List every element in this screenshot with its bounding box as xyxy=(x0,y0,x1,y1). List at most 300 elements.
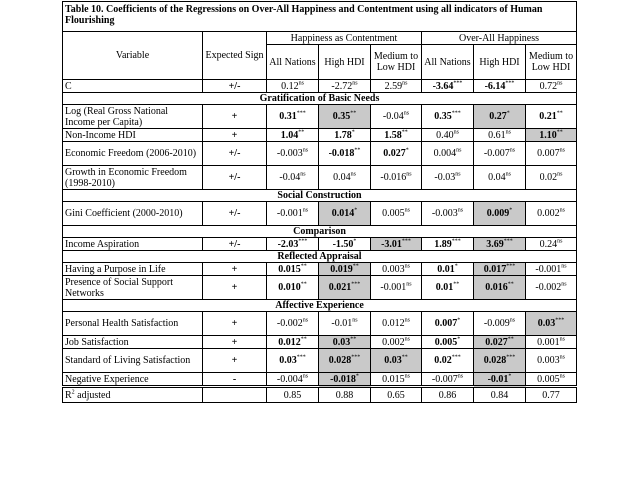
coefficient-value: 0.002 xyxy=(537,208,560,219)
coefficient-cell xyxy=(474,276,526,300)
variable-name: Job Satisfaction xyxy=(63,336,203,349)
expected-sign: +/- xyxy=(203,80,267,93)
significance-marker: ns xyxy=(404,317,410,324)
significance-marker: * xyxy=(508,373,512,380)
coefficient-cell xyxy=(422,276,474,300)
coefficient-cell xyxy=(267,166,319,190)
expected-sign: +/- xyxy=(203,166,267,190)
significance-marker: ns xyxy=(404,336,410,343)
coefficient-value: 1.04 xyxy=(280,129,299,141)
coefficient-cell xyxy=(422,336,474,349)
coefficient-value: 0.019 xyxy=(330,263,353,275)
variable-name: Log (Real Gross National Income per Capita) xyxy=(63,105,203,129)
significance-marker: *** xyxy=(451,354,461,361)
significance-marker: ns xyxy=(350,171,356,178)
significance-marker: ns xyxy=(406,171,412,178)
coefficient-cell xyxy=(371,80,422,93)
coefficient-cell xyxy=(526,166,577,190)
coefficient-cell xyxy=(422,312,474,336)
coefficient-value: 0.03 xyxy=(279,355,297,366)
expected-sign: + xyxy=(203,276,267,300)
coefficient-value: -3.64 xyxy=(432,80,454,92)
table-row xyxy=(63,202,577,226)
coefficient-cell xyxy=(267,373,319,387)
coefficient-cell xyxy=(371,336,422,349)
significance-marker: ns xyxy=(352,80,358,87)
significance-marker: ns xyxy=(559,354,565,361)
variable-name: Economic Freedom (2006-2010) xyxy=(63,142,203,166)
significance-marker: ** xyxy=(507,281,514,288)
r-squared-value: 0.88 xyxy=(319,387,371,403)
coefficient-cell xyxy=(267,202,319,226)
coefficient-value: 0.40 xyxy=(436,129,454,141)
variable-name: Standard of Living Satisfaction xyxy=(63,349,203,373)
coefficient-cell xyxy=(319,80,371,93)
expected-sign: + xyxy=(203,312,267,336)
coefficient-value: 0.027 xyxy=(383,148,406,159)
coefficient-value: -0.01 xyxy=(331,318,353,329)
significance-marker: *** xyxy=(351,281,361,288)
coefficient-value: 1.58 xyxy=(384,129,402,141)
coefficient-cell xyxy=(371,263,422,276)
table-row xyxy=(63,276,577,300)
coefficient-value: 0.017 xyxy=(483,263,507,275)
coefficient-cell xyxy=(319,336,371,349)
coefficient-cell xyxy=(267,129,319,142)
coefficient-value: -0.007 xyxy=(483,148,510,159)
expected-sign: + xyxy=(203,105,267,129)
coefficient-value: -0.003 xyxy=(276,148,303,159)
header-happiness-as-contentment: Happiness as Contentment xyxy=(267,32,422,45)
subheader-medium-low-hdi: Medium to Low HDI xyxy=(526,45,577,80)
r-squared-empty xyxy=(203,387,267,403)
coefficient-value: -2.72 xyxy=(331,80,353,92)
coefficient-cell xyxy=(526,312,577,336)
coefficient-value: 0.03 xyxy=(537,318,556,329)
significance-marker: * xyxy=(354,207,358,214)
significance-marker: ns xyxy=(302,147,309,154)
expected-sign: + xyxy=(203,263,267,276)
significance-marker: ns xyxy=(456,147,462,154)
coefficient-cell xyxy=(422,105,474,129)
r-squared-superscript: 2 xyxy=(71,389,75,396)
coefficient-value: 0.35 xyxy=(434,111,452,122)
coefficient-value: 1.10 xyxy=(539,129,557,141)
significance-marker: *** xyxy=(505,80,515,87)
coefficient-cell xyxy=(526,373,577,387)
coefficient-value: -0.018 xyxy=(330,373,356,385)
coefficient-cell xyxy=(319,263,371,276)
coefficient-value: 0.003 xyxy=(537,355,560,366)
significance-marker: ns xyxy=(403,110,410,117)
coefficient-value: 0.007 xyxy=(434,318,458,329)
section-row xyxy=(63,190,577,202)
coefficient-cell xyxy=(422,373,474,387)
coefficient-value: -3.01 xyxy=(381,238,402,250)
coefficient-cell xyxy=(371,238,422,251)
significance-marker: ** xyxy=(300,336,307,343)
coefficient-value: 0.028 xyxy=(328,355,352,366)
significance-marker: ns xyxy=(352,317,358,324)
coefficient-value: -0.03 xyxy=(434,172,456,183)
coefficient-cell xyxy=(474,202,526,226)
coefficient-value: 1.78 xyxy=(334,129,352,141)
subheader-medium-low-hdi: Medium to Low HDI xyxy=(371,45,422,80)
coefficient-cell xyxy=(267,312,319,336)
significance-marker: ** xyxy=(300,263,307,270)
variable-name: Negative Experience xyxy=(63,373,203,387)
coefficient-cell xyxy=(474,349,526,373)
coefficient-cell xyxy=(526,105,577,129)
significance-marker: ** xyxy=(298,129,305,136)
coefficient-cell xyxy=(267,263,319,276)
significance-marker: ns xyxy=(300,171,306,178)
expected-sign: +/- xyxy=(203,142,267,166)
coefficient-value: 0.001 xyxy=(537,336,560,348)
significance-marker: ns xyxy=(509,147,516,154)
significance-marker: ns xyxy=(455,171,461,178)
coefficient-value: 0.004 xyxy=(433,148,457,159)
table-row xyxy=(63,373,577,387)
coefficient-value: -0.002 xyxy=(276,318,303,329)
table-caption: Table 10. Coefficients of the Regressions on Over-All Happiness and Contentment using all indicators of Human Flourishing xyxy=(63,2,577,32)
significance-marker: ns xyxy=(402,80,408,87)
significance-marker: ** xyxy=(556,110,563,117)
significance-marker: ns xyxy=(561,263,567,270)
significance-marker: *** xyxy=(451,110,461,117)
significance-marker: ns xyxy=(404,263,410,270)
coefficient-cell xyxy=(371,312,422,336)
significance-marker: *** xyxy=(296,110,306,117)
significance-marker: * xyxy=(454,263,458,270)
subheader-all-nations: All Nations xyxy=(267,45,319,80)
header-overall-happiness: Over-All Happiness xyxy=(422,32,577,45)
coefficient-cell xyxy=(267,238,319,251)
coefficient-cell xyxy=(526,129,577,142)
subheader-high-hdi: High HDI xyxy=(474,45,526,80)
variable-name: C xyxy=(63,80,203,93)
coefficient-value: 0.12 xyxy=(281,80,299,92)
significance-marker: *** xyxy=(401,238,411,245)
significance-marker: *** xyxy=(555,317,565,324)
significance-marker: ** xyxy=(453,281,460,288)
coefficient-cell xyxy=(526,263,577,276)
coefficient-value: -0.002 xyxy=(535,282,562,293)
significance-marker: ns xyxy=(404,207,410,214)
coefficient-cell xyxy=(474,142,526,166)
expected-sign: +/- xyxy=(203,202,267,226)
coefficient-value: 0.27 xyxy=(489,111,507,122)
coefficient-value: -0.009 xyxy=(483,318,510,329)
coefficient-value: 0.24 xyxy=(539,238,558,250)
coefficient-cell xyxy=(526,276,577,300)
significance-marker: ** xyxy=(352,263,359,270)
coefficient-value: -2.03 xyxy=(277,238,299,250)
significance-marker: ns xyxy=(302,373,309,380)
significance-marker: ** xyxy=(350,336,357,343)
significance-marker: ns xyxy=(559,147,565,154)
significance-marker: ns xyxy=(406,281,412,288)
coefficient-cell xyxy=(371,166,422,190)
coefficient-cell xyxy=(319,129,371,142)
coefficient-cell xyxy=(474,373,526,387)
coefficient-cell xyxy=(422,349,474,373)
significance-marker: ns xyxy=(557,171,563,178)
coefficient-value: -0.003 xyxy=(431,208,458,219)
significance-marker: *** xyxy=(296,354,306,361)
coefficient-value: 0.015 xyxy=(382,373,405,385)
coefficient-value: 0.002 xyxy=(382,336,405,348)
coefficient-value: -6.14 xyxy=(484,80,506,92)
variable-name: Gini Coefficient (2000-2010) xyxy=(63,202,203,226)
table-row xyxy=(63,142,577,166)
coefficient-value: -0.04 xyxy=(279,172,301,183)
coefficient-value: -0.004 xyxy=(276,373,303,385)
coefficient-cell xyxy=(267,276,319,300)
header-expected-sign: Expected Sign xyxy=(203,32,267,80)
significance-marker: * xyxy=(355,373,359,380)
expected-sign: + xyxy=(203,129,267,142)
coefficient-cell xyxy=(267,105,319,129)
coefficient-value: -0.01 xyxy=(487,373,509,385)
coefficient-cell xyxy=(319,312,371,336)
r-squared-value: 0.84 xyxy=(474,387,526,403)
coefficient-cell xyxy=(371,202,422,226)
coefficient-value: 0.021 xyxy=(328,282,352,293)
significance-marker: ns xyxy=(302,207,309,214)
coefficient-cell xyxy=(371,129,422,142)
coefficient-value: 0.005 xyxy=(382,208,405,219)
coefficient-value: -0.007 xyxy=(431,373,458,385)
table-row xyxy=(63,336,577,349)
significance-marker: ns xyxy=(505,129,511,136)
r-squared-value: 0.77 xyxy=(526,387,577,403)
coefficient-value: 0.01 xyxy=(435,282,454,293)
coefficient-value: 0.005 xyxy=(434,336,458,348)
coefficient-cell xyxy=(474,105,526,129)
r-squared-value: 0.65 xyxy=(371,387,422,403)
coefficient-cell xyxy=(474,129,526,142)
coefficient-value: 0.014 xyxy=(331,208,355,219)
coefficient-value: 0.007 xyxy=(537,148,560,159)
significance-marker: *** xyxy=(453,80,463,87)
coefficient-cell xyxy=(474,80,526,93)
significance-marker: ns xyxy=(559,373,565,380)
coefficient-value: 0.012 xyxy=(382,318,405,329)
significance-marker: ns xyxy=(509,317,516,324)
coefficient-cell xyxy=(371,276,422,300)
coefficient-value: 0.04 xyxy=(488,172,506,183)
coefficient-value: 3.69 xyxy=(486,238,504,250)
coefficient-value: 0.01 xyxy=(437,263,455,275)
coefficient-cell xyxy=(474,312,526,336)
coefficient-cell xyxy=(319,142,371,166)
coefficient-value: 0.03 xyxy=(384,355,402,366)
variable-name: Presence of Social Support Networks xyxy=(63,276,203,300)
coefficient-cell xyxy=(422,129,474,142)
coefficient-value: 0.015 xyxy=(278,263,301,275)
coefficient-value: -0.001 xyxy=(276,208,303,219)
section-row xyxy=(63,93,577,105)
significance-marker: * xyxy=(351,129,355,136)
coefficient-value: -0.001 xyxy=(380,282,407,293)
coefficient-value: 0.003 xyxy=(382,263,405,275)
coefficient-cell xyxy=(319,276,371,300)
coefficient-cell xyxy=(474,336,526,349)
coefficient-cell xyxy=(422,80,474,93)
table-row xyxy=(63,80,577,93)
variable-name: Having a Purpose in Life xyxy=(63,263,203,276)
coefficient-cell xyxy=(371,349,422,373)
variable-name: Growth in Economic Freedom (1998-2010) xyxy=(63,166,203,190)
coefficient-cell xyxy=(474,263,526,276)
variable-name: Income Aspiration xyxy=(63,238,203,251)
coefficient-value: 0.02 xyxy=(434,355,452,366)
expected-sign: + xyxy=(203,336,267,349)
coefficient-value: 0.012 xyxy=(278,336,301,348)
regression-table-container xyxy=(62,1,576,403)
significance-marker: *** xyxy=(503,238,513,245)
coefficient-cell xyxy=(267,336,319,349)
section-title: Affective Experience xyxy=(63,300,577,312)
coefficient-value: 0.31 xyxy=(279,111,297,122)
coefficient-value: 1.89 xyxy=(434,238,452,250)
coefficient-value: 0.21 xyxy=(539,111,557,122)
significance-marker: ns xyxy=(302,317,309,324)
coefficient-cell xyxy=(267,349,319,373)
coefficient-cell xyxy=(267,142,319,166)
significance-marker: * xyxy=(353,238,357,245)
table-row xyxy=(63,349,577,373)
significance-marker: ns xyxy=(559,207,565,214)
section-title: Gratification of Basic Needs xyxy=(63,93,577,105)
coefficient-cell xyxy=(319,105,371,129)
header-variable: Variable xyxy=(63,32,203,80)
significance-marker: ** xyxy=(350,110,357,117)
coefficient-cell xyxy=(474,238,526,251)
coefficient-value: -0.018 xyxy=(328,148,355,159)
coefficient-cell xyxy=(319,238,371,251)
table-row xyxy=(63,238,577,251)
coefficient-cell xyxy=(422,263,474,276)
coefficient-cell xyxy=(526,142,577,166)
table-row xyxy=(63,166,577,190)
significance-marker: ** xyxy=(507,336,514,343)
section-row xyxy=(63,251,577,263)
significance-marker: * xyxy=(509,207,513,214)
section-row xyxy=(63,300,577,312)
coefficient-value: -0.04 xyxy=(382,111,404,122)
expected-sign: - xyxy=(203,373,267,387)
section-row xyxy=(63,226,577,238)
table-row xyxy=(63,263,577,276)
coefficient-cell xyxy=(319,349,371,373)
r-squared-value: 0.86 xyxy=(422,387,474,403)
expected-sign: + xyxy=(203,349,267,373)
significance-marker: * xyxy=(405,147,409,154)
variable-name: Non-Income HDI xyxy=(63,129,203,142)
table-row xyxy=(63,312,577,336)
significance-marker: * xyxy=(506,110,510,117)
coefficient-value: 0.02 xyxy=(539,172,558,183)
coefficient-cell xyxy=(267,80,319,93)
section-title: Comparison xyxy=(63,226,577,238)
regression-table xyxy=(62,1,577,403)
coefficient-cell xyxy=(319,166,371,190)
coefficient-cell xyxy=(474,166,526,190)
coefficient-value: 0.35 xyxy=(332,111,351,122)
significance-marker: *** xyxy=(451,238,461,245)
coefficient-value: -0.001 xyxy=(535,263,562,275)
significance-marker: ns xyxy=(557,238,563,245)
coefficient-cell xyxy=(526,336,577,349)
expected-sign: +/- xyxy=(203,238,267,251)
coefficient-cell xyxy=(422,142,474,166)
coefficient-cell xyxy=(422,202,474,226)
significance-marker: *** xyxy=(506,263,516,270)
coefficient-value: 0.016 xyxy=(485,282,508,293)
section-title: Reflected Appraisal xyxy=(63,251,577,263)
significance-marker: * xyxy=(457,317,461,324)
r-squared-value: 0.85 xyxy=(267,387,319,403)
coefficient-cell xyxy=(422,166,474,190)
coefficient-value: 2.59 xyxy=(384,80,403,92)
coefficient-value: 0.027 xyxy=(485,336,508,348)
coefficient-value: 0.61 xyxy=(488,129,506,141)
r-squared-row xyxy=(63,387,577,403)
coefficient-cell xyxy=(526,238,577,251)
coefficient-cell xyxy=(526,80,577,93)
significance-marker: ns xyxy=(557,80,563,87)
significance-marker: ns xyxy=(298,80,304,87)
coefficient-cell xyxy=(319,373,371,387)
coefficient-value: 0.03 xyxy=(332,336,351,348)
significance-marker: ns xyxy=(505,171,511,178)
coefficient-cell xyxy=(319,202,371,226)
significance-marker: ** xyxy=(300,281,307,288)
coefficient-value: 0.010 xyxy=(278,282,301,293)
coefficient-cell xyxy=(422,238,474,251)
significance-marker: * xyxy=(457,336,461,343)
coefficient-value: 0.04 xyxy=(333,172,351,183)
significance-marker: ns xyxy=(404,373,410,380)
significance-marker: *** xyxy=(298,238,308,245)
table-row xyxy=(63,129,577,142)
coefficient-cell xyxy=(371,142,422,166)
significance-marker: ns xyxy=(453,129,459,136)
coefficient-value: 0.009 xyxy=(486,208,510,219)
subheader-high-hdi: High HDI xyxy=(319,45,371,80)
table-row xyxy=(63,105,577,129)
significance-marker: ns xyxy=(561,281,567,288)
significance-marker: ** xyxy=(354,147,361,154)
significance-marker: ** xyxy=(401,129,408,136)
significance-marker: ** xyxy=(556,129,563,136)
coefficient-cell xyxy=(371,105,422,129)
subheader-all-nations: All Nations xyxy=(422,45,474,80)
significance-marker: *** xyxy=(351,354,361,361)
section-title: Social Construction xyxy=(63,190,577,202)
coefficient-value: 0.005 xyxy=(537,373,560,385)
variable-name: Personal Health Satisfaction xyxy=(63,312,203,336)
significance-marker: ** xyxy=(401,354,408,361)
r-squared-label: $R^2$ adjusted xyxy=(63,387,203,403)
coefficient-value: -1.50 xyxy=(332,238,354,250)
significance-marker: ns xyxy=(559,336,565,343)
significance-marker: ns xyxy=(457,207,464,214)
coefficient-value: 0.72 xyxy=(539,80,558,92)
significance-marker: *** xyxy=(506,354,516,361)
